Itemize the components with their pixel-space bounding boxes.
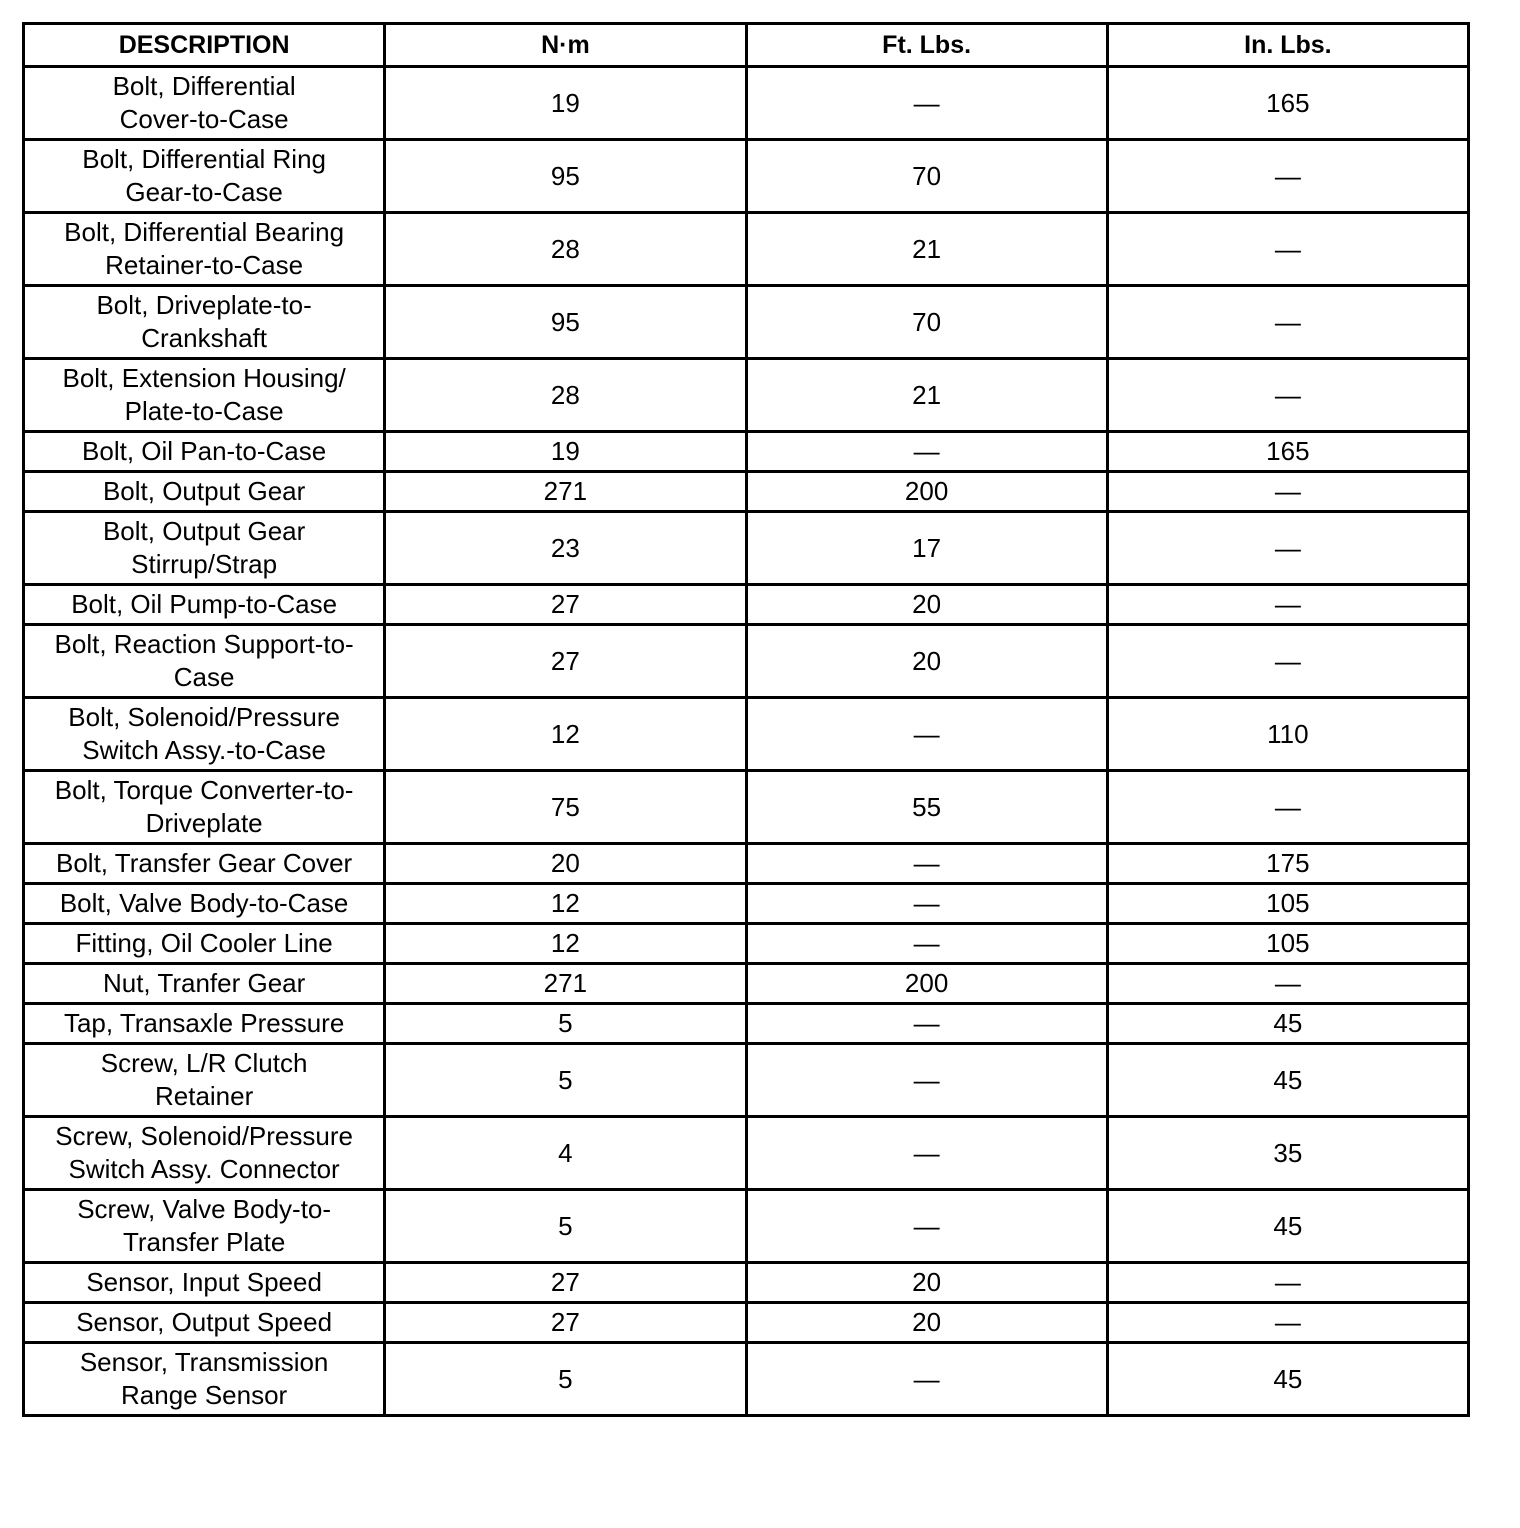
cell-foot-pounds: 17 (746, 512, 1107, 585)
cell-newton-meters: 75 (385, 771, 746, 844)
cell-foot-pounds: — (746, 844, 1107, 884)
cell-newton-meters: 20 (385, 844, 746, 884)
header-foot-pounds: Ft. Lbs. (746, 24, 1107, 67)
cell-inch-pounds: — (1107, 585, 1468, 625)
cell-newton-meters: 12 (385, 884, 746, 924)
table-row (24, 884, 1469, 924)
cell-foot-pounds: 21 (746, 213, 1107, 286)
cell-foot-pounds: — (746, 432, 1107, 472)
table-row (24, 1004, 1469, 1044)
table-row (24, 472, 1469, 512)
cell-newton-meters: 27 (385, 1263, 746, 1303)
cell-newton-meters: 23 (385, 512, 746, 585)
cell-inch-pounds: — (1107, 359, 1468, 432)
cell-newton-meters: 12 (385, 924, 746, 964)
cell-inch-pounds: 165 (1107, 432, 1468, 472)
cell-inch-pounds: — (1107, 964, 1468, 1004)
cell-inch-pounds: 45 (1107, 1004, 1468, 1044)
cell-inch-pounds: 105 (1107, 924, 1468, 964)
cell-newton-meters: 27 (385, 585, 746, 625)
cell-foot-pounds: — (746, 698, 1107, 771)
cell-description: Tap, Transaxle Pressure (24, 1004, 385, 1044)
cell-newton-meters: 5 (385, 1044, 746, 1117)
table-row (24, 512, 1469, 585)
cell-foot-pounds: — (746, 1190, 1107, 1263)
cell-description: Bolt, Torque Converter-to- Driveplate (24, 771, 385, 844)
cell-description: Sensor, Transmission Range Sensor (24, 1343, 385, 1416)
cell-inch-pounds: — (1107, 625, 1468, 698)
table-row (24, 771, 1469, 844)
table-row (24, 1343, 1469, 1416)
cell-inch-pounds: 110 (1107, 698, 1468, 771)
cell-description: Bolt, Output Gear (24, 472, 385, 512)
table-row (24, 359, 1469, 432)
cell-newton-meters: 28 (385, 359, 746, 432)
cell-newton-meters: 5 (385, 1343, 746, 1416)
cell-inch-pounds: 45 (1107, 1044, 1468, 1117)
table-row (24, 140, 1469, 213)
cell-description: Screw, Valve Body-to- Transfer Plate (24, 1190, 385, 1263)
cell-description: Nut, Tranfer Gear (24, 964, 385, 1004)
cell-newton-meters: 95 (385, 286, 746, 359)
table-row (24, 924, 1469, 964)
cell-newton-meters: 12 (385, 698, 746, 771)
table-row (24, 1303, 1469, 1343)
cell-foot-pounds: — (746, 1004, 1107, 1044)
table-row (24, 1117, 1469, 1190)
cell-description: Bolt, Valve Body-to-Case (24, 884, 385, 924)
header-inch-pounds: In. Lbs. (1107, 24, 1468, 67)
table-row (24, 698, 1469, 771)
cell-foot-pounds: 20 (746, 625, 1107, 698)
header-newton-meters: N·m (385, 24, 746, 67)
cell-inch-pounds: 175 (1107, 844, 1468, 884)
table-row (24, 286, 1469, 359)
cell-inch-pounds: — (1107, 286, 1468, 359)
cell-inch-pounds: 45 (1107, 1190, 1468, 1263)
cell-foot-pounds: — (746, 1044, 1107, 1117)
header-description: DESCRIPTION (24, 24, 385, 67)
cell-foot-pounds: — (746, 67, 1107, 140)
cell-inch-pounds: — (1107, 213, 1468, 286)
cell-description: Bolt, Reaction Support-to- Case (24, 625, 385, 698)
cell-description: Screw, L/R Clutch Retainer (24, 1044, 385, 1117)
cell-description: Bolt, Driveplate-to- Crankshaft (24, 286, 385, 359)
cell-description: Bolt, Extension Housing/ Plate-to-Case (24, 359, 385, 432)
table-row (24, 625, 1469, 698)
cell-inch-pounds: 165 (1107, 67, 1468, 140)
table-row (24, 844, 1469, 884)
cell-newton-meters: 95 (385, 140, 746, 213)
cell-newton-meters: 19 (385, 67, 746, 140)
cell-description: Sensor, Output Speed (24, 1303, 385, 1343)
cell-newton-meters: 27 (385, 1303, 746, 1343)
cell-foot-pounds: 70 (746, 286, 1107, 359)
cell-description: Bolt, Oil Pan-to-Case (24, 432, 385, 472)
cell-inch-pounds: — (1107, 140, 1468, 213)
cell-description: Bolt, Differential Cover-to-Case (24, 67, 385, 140)
cell-foot-pounds: 70 (746, 140, 1107, 213)
cell-newton-meters: 5 (385, 1004, 746, 1044)
cell-foot-pounds: 20 (746, 585, 1107, 625)
table-row (24, 213, 1469, 286)
cell-foot-pounds: — (746, 1343, 1107, 1416)
cell-description: Bolt, Oil Pump-to-Case (24, 585, 385, 625)
cell-inch-pounds: 45 (1107, 1343, 1468, 1416)
cell-description: Bolt, Differential Bearing Retainer-to-Case (24, 213, 385, 286)
cell-newton-meters: 271 (385, 472, 746, 512)
cell-foot-pounds: 55 (746, 771, 1107, 844)
cell-foot-pounds: — (746, 1117, 1107, 1190)
cell-newton-meters: 27 (385, 625, 746, 698)
cell-inch-pounds: — (1107, 472, 1468, 512)
cell-foot-pounds: — (746, 884, 1107, 924)
table-row (24, 1263, 1469, 1303)
cell-inch-pounds: — (1107, 1263, 1468, 1303)
table-row (24, 964, 1469, 1004)
cell-foot-pounds: 20 (746, 1303, 1107, 1343)
cell-foot-pounds: 200 (746, 472, 1107, 512)
cell-inch-pounds: — (1107, 512, 1468, 585)
table-row (24, 585, 1469, 625)
cell-description: Bolt, Solenoid/Pressure Switch Assy.-to-Case (24, 698, 385, 771)
cell-description: Bolt, Transfer Gear Cover (24, 844, 385, 884)
cell-newton-meters: 5 (385, 1190, 746, 1263)
cell-description: Bolt, Differential Ring Gear-to-Case (24, 140, 385, 213)
cell-description: Sensor, Input Speed (24, 1263, 385, 1303)
cell-newton-meters: 19 (385, 432, 746, 472)
cell-description: Bolt, Output Gear Stirrup/Strap (24, 512, 385, 585)
cell-inch-pounds: — (1107, 771, 1468, 844)
torque-specification-table (22, 22, 1470, 1417)
cell-newton-meters: 28 (385, 213, 746, 286)
cell-newton-meters: 271 (385, 964, 746, 1004)
cell-inch-pounds: 35 (1107, 1117, 1468, 1190)
cell-description: Fitting, Oil Cooler Line (24, 924, 385, 964)
table-header-row (24, 24, 1469, 67)
cell-inch-pounds: — (1107, 1303, 1468, 1343)
table-row (24, 432, 1469, 472)
table-row (24, 67, 1469, 140)
cell-foot-pounds: 20 (746, 1263, 1107, 1303)
cell-foot-pounds: 21 (746, 359, 1107, 432)
table-row (24, 1190, 1469, 1263)
cell-foot-pounds: — (746, 924, 1107, 964)
cell-inch-pounds: 105 (1107, 884, 1468, 924)
table-body (24, 67, 1469, 1416)
cell-newton-meters: 4 (385, 1117, 746, 1190)
cell-description: Screw, Solenoid/Pressure Switch Assy. Connector (24, 1117, 385, 1190)
cell-foot-pounds: 200 (746, 964, 1107, 1004)
table-row (24, 1044, 1469, 1117)
